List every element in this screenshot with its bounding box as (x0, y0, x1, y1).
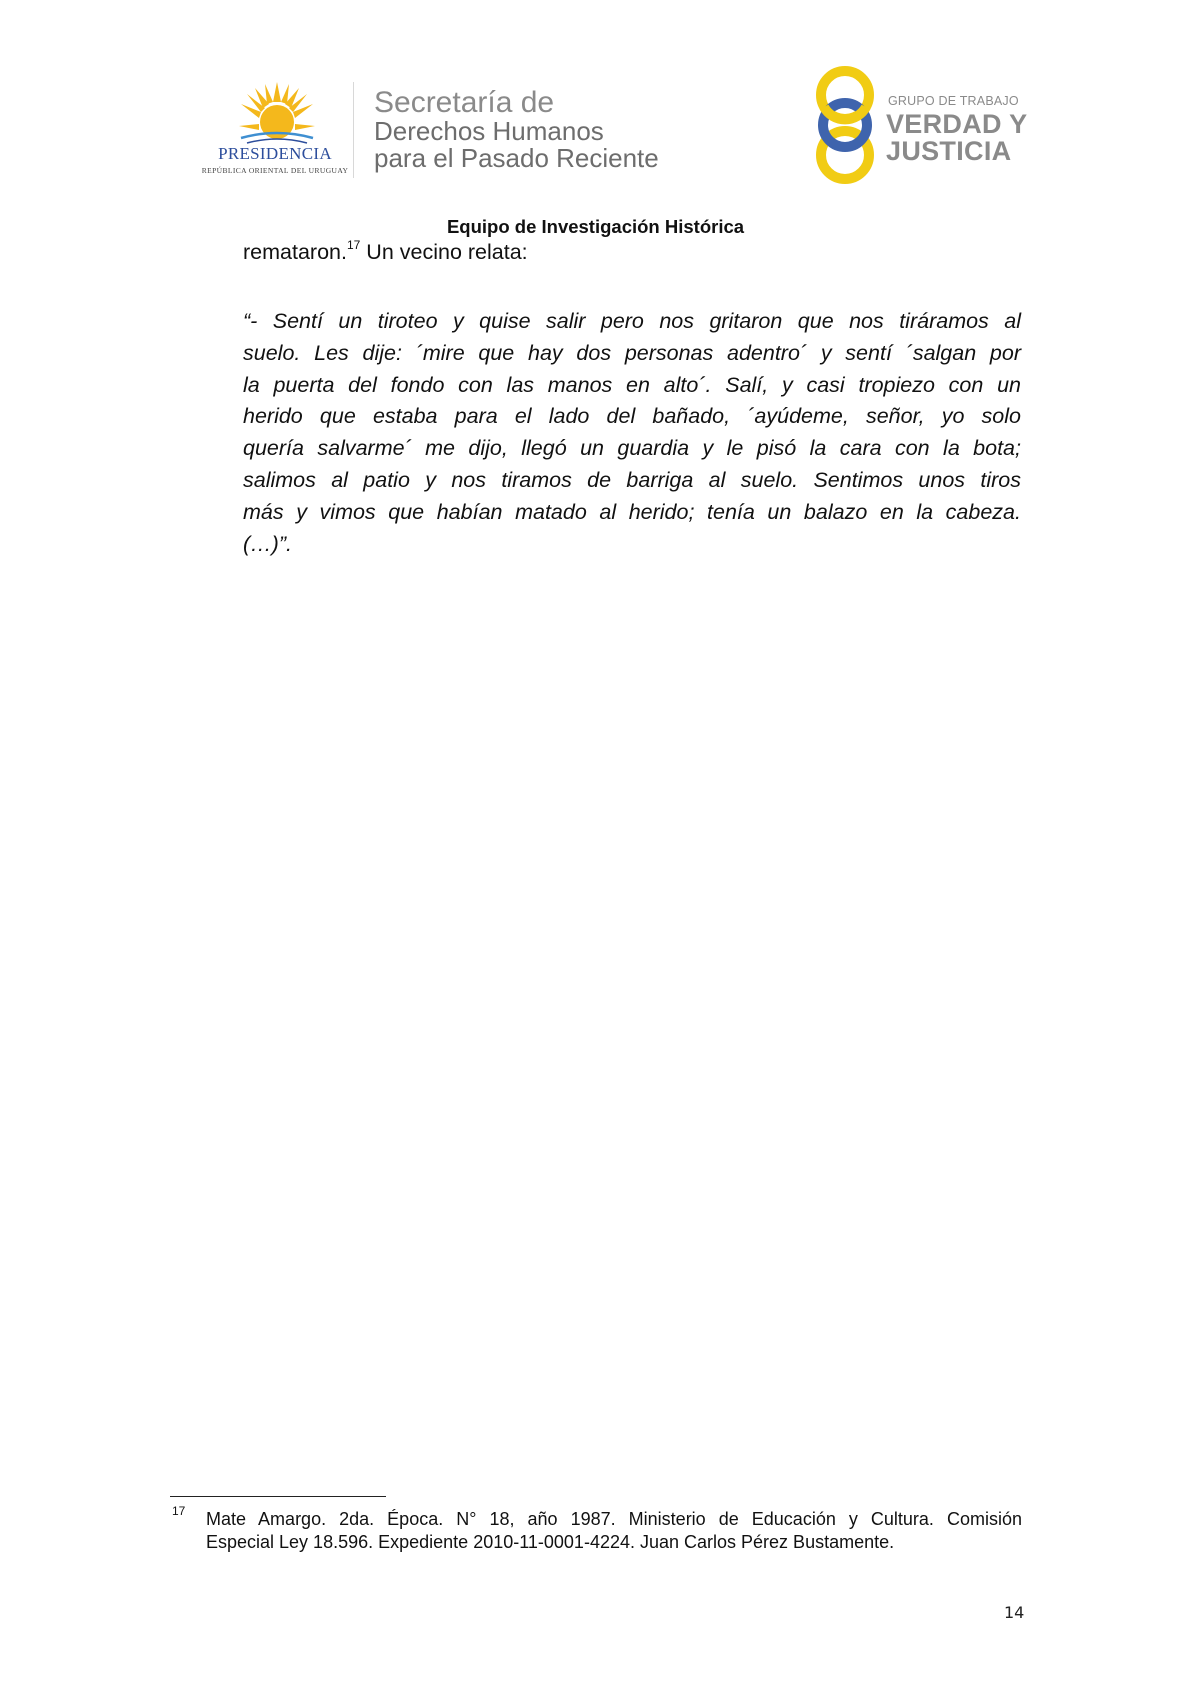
gtvj-small-title: GRUPO DE TRABAJO (888, 94, 1019, 108)
quote-line: “- Sentí un tiroteo y quise salir pero nos gritaron que nos tiráramos al (243, 309, 1021, 333)
quote-line: suelo. Les dije: ´mire que hay dos personas adentro´ y sentí ´salgan por (243, 340, 1021, 365)
lead-text: remataron. (243, 240, 347, 265)
verdad-justicia-logo (812, 62, 1028, 188)
secretaria-line-2: Derechos Humanos (374, 116, 604, 146)
footnote-line-2: Especial Ley 18.596. Expediente 2010-11-0001-4224. Juan Carlos Pérez Bustamente. (206, 1532, 895, 1552)
secretaria-line-3: para el Pasado Reciente (374, 143, 659, 173)
footnote-text (206, 1508, 1022, 1554)
gtvj-title-line-1: VERDAD Y (886, 109, 1028, 139)
gtvj-title-line-2: JUSTICIA (886, 136, 1012, 166)
quote-line: quería salvarme´ me dijo, llegó un guardia y le pisó la cara con la bota; (243, 436, 1021, 461)
secretaria-line-1: Secretaría de (374, 86, 555, 119)
quote-line: (…)”. (243, 531, 292, 556)
lead-sentence (243, 240, 528, 265)
header-divider (353, 82, 354, 178)
quote-line: salimos al patio y nos tiramos de barriga al suelo. Sentimos unos tiros (243, 467, 1021, 492)
quote-line: la puerta del fondo con las manos en alto´. Salí, y casi tropiezo con un (243, 372, 1021, 397)
quote-line: más y vimos que habían matado al herido; tenía un balazo en la cabeza. (243, 499, 1021, 524)
footnote-separator (170, 1496, 386, 1497)
quote-line: herido que estaba para el lado del bañado, ´ayúdeme, señor, yo solo (243, 404, 1021, 429)
presidencia-logo (195, 80, 355, 180)
footnote-line-1: Mate Amargo. 2da. Época. N° 18, año 1987. Ministerio de Educación y Cultura. Comisión (206, 1509, 1022, 1529)
team-title: Equipo de Investigación Histórica (446, 216, 745, 237)
footnote-ref[interactable]: 17 (346, 238, 361, 252)
sun-emblem-icon (237, 80, 317, 146)
testimony-quote (243, 306, 1021, 560)
presidencia-subtitle: REPÚBLICA ORIENTAL DEL URUGUAY (201, 166, 349, 175)
secretaria-logo (374, 88, 659, 172)
lead-rest: Un vecino relata: (360, 240, 528, 265)
page-number: 14 (1004, 1603, 1025, 1622)
presidencia-name: PRESIDENCIA (218, 144, 332, 163)
page-header (0, 0, 1191, 237)
linked-rings-icon (812, 62, 878, 188)
footnote-number: 17 (172, 1504, 186, 1518)
